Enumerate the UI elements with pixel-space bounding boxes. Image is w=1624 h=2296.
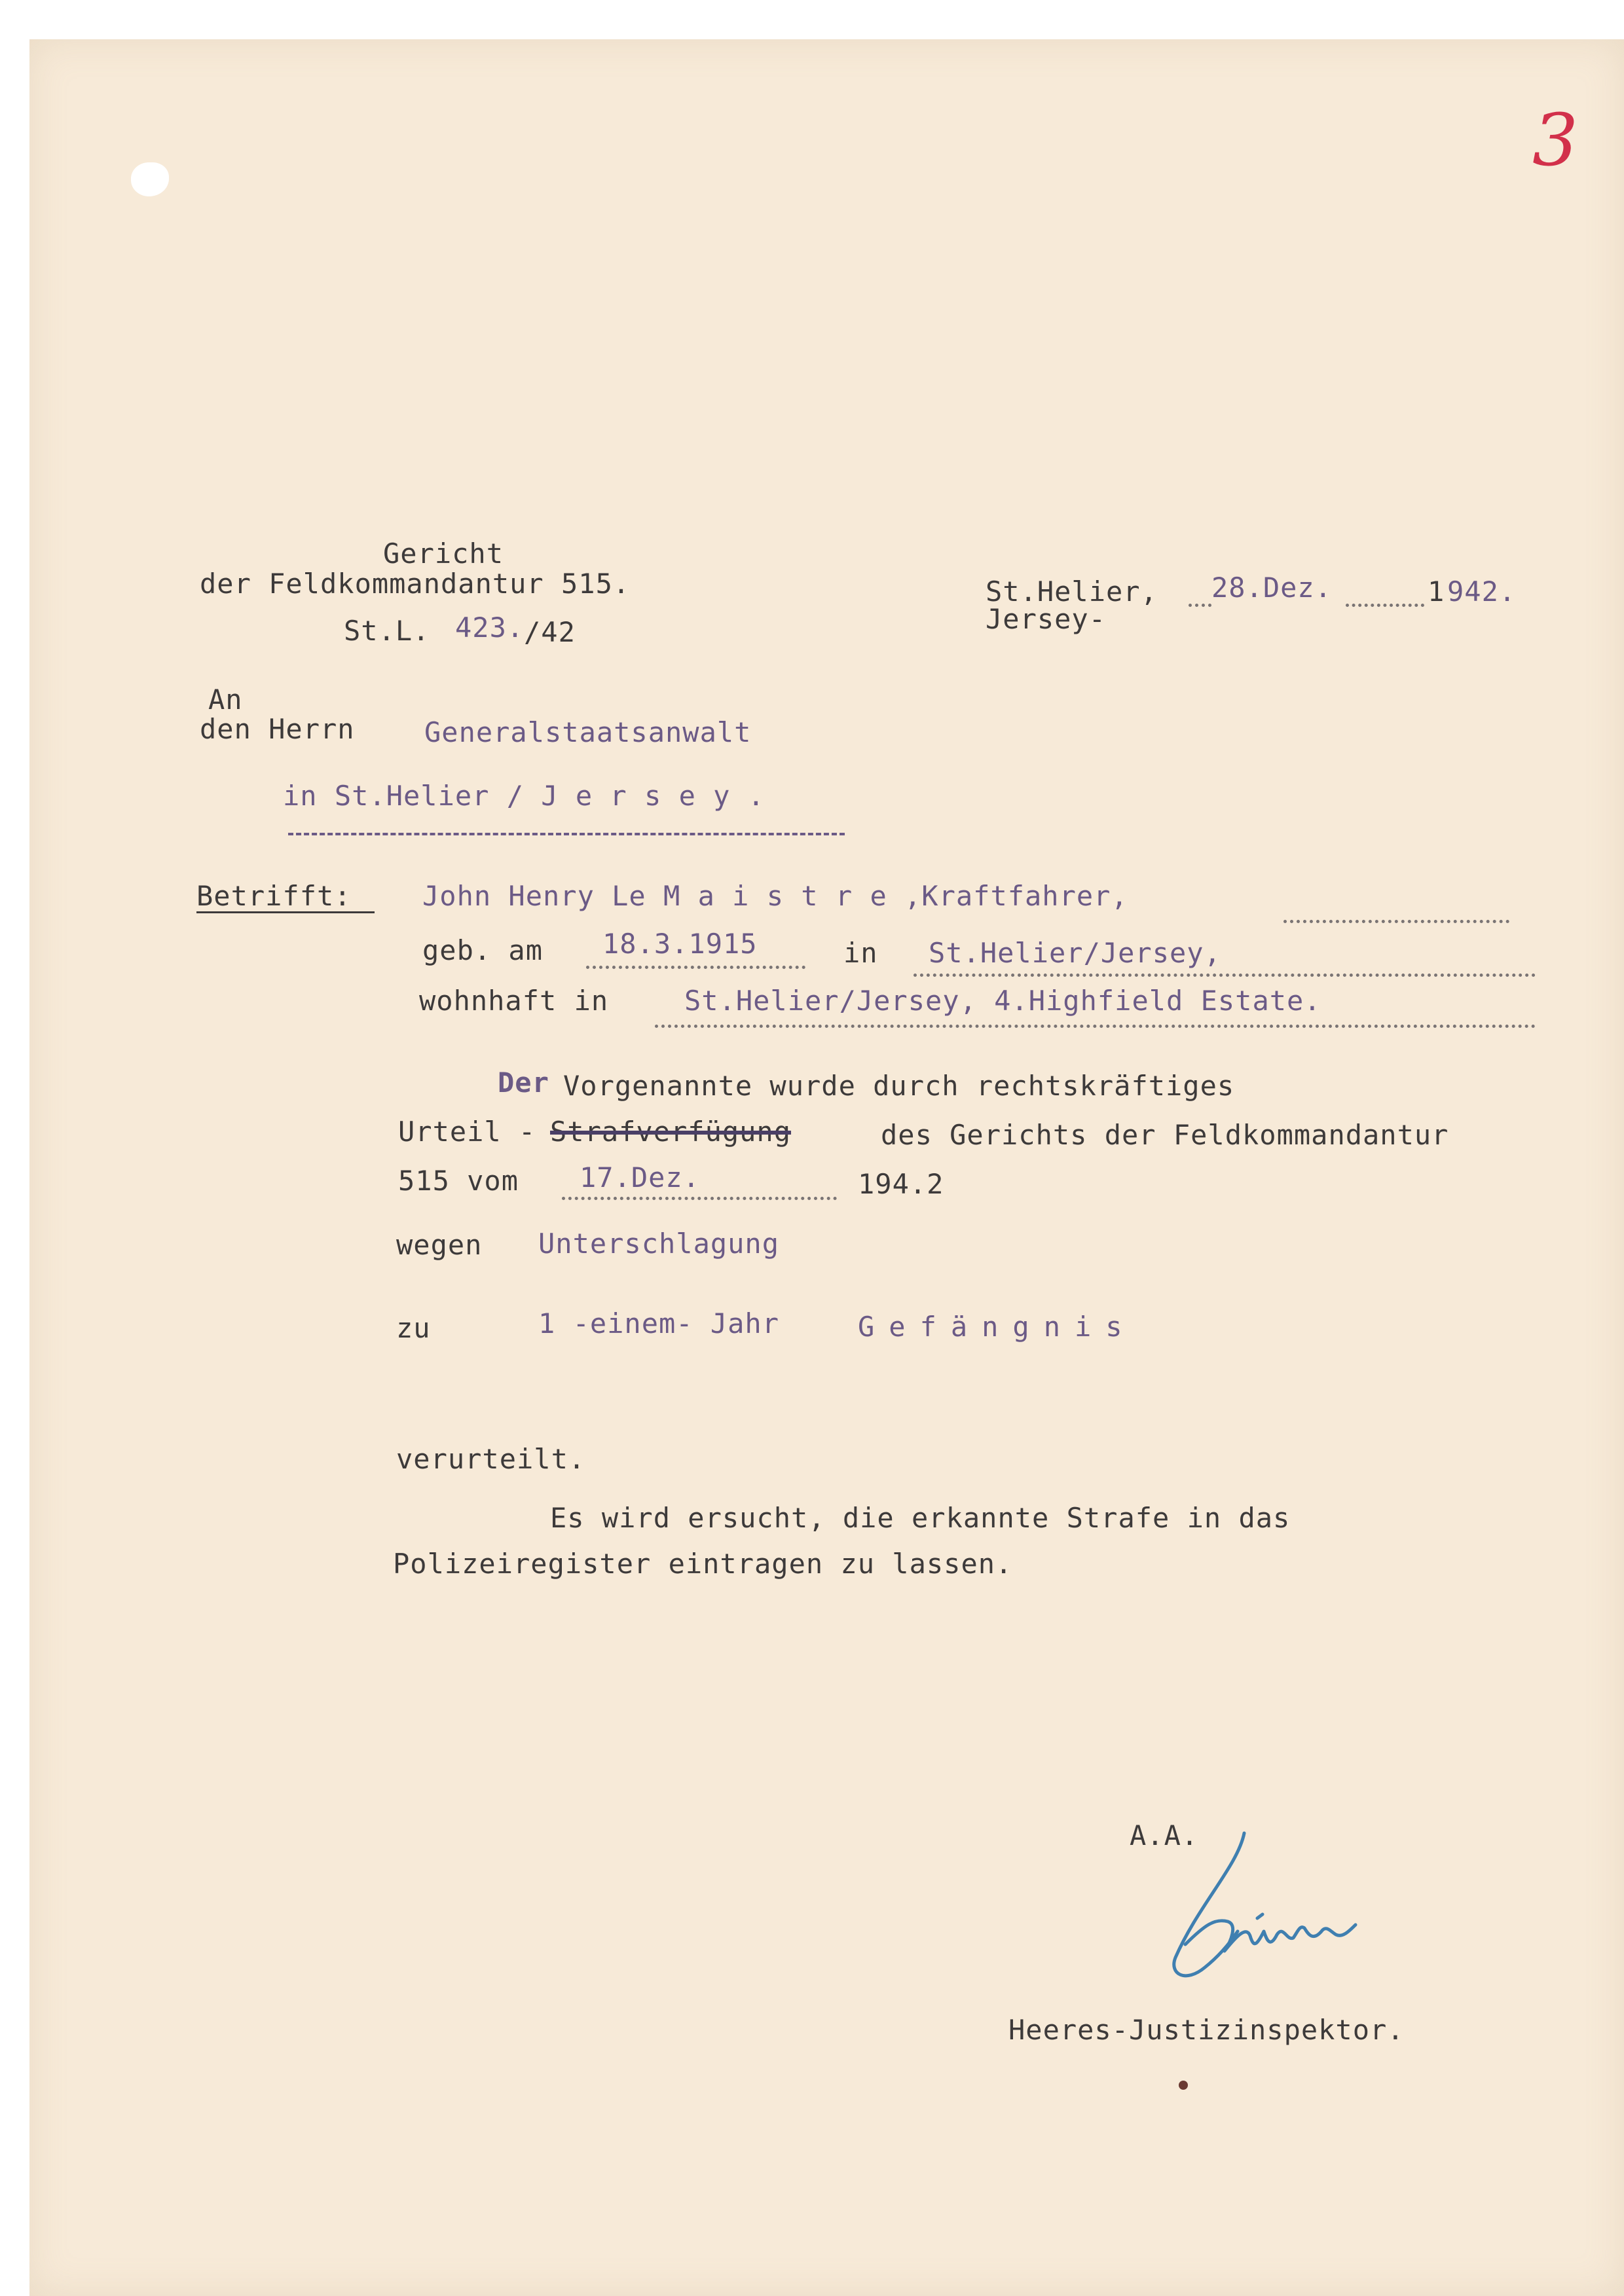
body-515: 515 vom — [398, 1165, 519, 1197]
wegen-label: wegen — [396, 1229, 483, 1261]
page-number: 3 — [1532, 98, 1578, 182]
date-dots-2 — [1346, 604, 1424, 607]
birth-in-label: in — [843, 937, 878, 969]
date-year-prefix: 1 — [1428, 575, 1445, 608]
subject-name: John Henry Le M a i s t r e ,Kraftfahrer, — [422, 880, 1128, 912]
address-underline — [288, 833, 845, 835]
letter-paper — [29, 39, 1624, 2296]
birth-label: geb. am — [422, 934, 544, 966]
handwritten-signature — [1159, 1827, 1375, 1997]
birth-place-dots — [913, 974, 1536, 977]
residence-label: wohnhaft in — [419, 985, 609, 1017]
birth-date: 18.3.1915 — [602, 928, 758, 960]
recipient-location: in St.Helier / J e r s e y . — [283, 780, 766, 812]
aa-label: A.A. — [1130, 1819, 1199, 1851]
recipient: Generalstaatsanwalt — [424, 716, 752, 748]
offence: Unterschlagung — [538, 1228, 780, 1260]
subject-label-underline — [196, 911, 375, 913]
reference-number: 423. — [455, 611, 525, 644]
reference-prefix: St.L. — [344, 615, 430, 647]
body-urteil: Urteil - — [398, 1116, 536, 1148]
judgment-year: 194.2 — [858, 1168, 944, 1200]
address-an: An — [208, 683, 243, 716]
body-line2: des Gerichts der Feldkommandantur — [881, 1119, 1449, 1151]
judgment-date-dots — [562, 1197, 837, 1200]
signatory-title: Heeres-Justizinspektor. — [1008, 2014, 1405, 2046]
date-dots-1 — [1189, 604, 1211, 607]
court-line1: Gericht — [383, 538, 504, 570]
place-line2: Jersey- — [986, 603, 1107, 635]
place-line: St.Helier, — [986, 575, 1158, 608]
court-line2: der Feldkommandantur 515. — [200, 568, 631, 600]
residence-dots — [655, 1025, 1536, 1028]
reference-suffix: /42 — [524, 616, 576, 648]
address-herrn: den Herrn — [200, 713, 355, 745]
residence: St.Helier/Jersey, 4.Highfield Estate. — [684, 985, 1321, 1017]
zu-label: zu — [396, 1312, 431, 1344]
body-der: Der — [498, 1066, 549, 1099]
request-line2: Polizeiregister eintragen zu lassen. — [393, 1548, 1013, 1580]
subject-label: Betrifft: — [196, 880, 352, 912]
verurteilt: verurteilt. — [396, 1443, 586, 1475]
birth-date-dots — [586, 966, 805, 969]
date-year: 942. — [1447, 575, 1517, 608]
name-dots — [1283, 920, 1509, 923]
birth-place: St.Helier/Jersey, — [929, 937, 1221, 969]
request-line1: Es wird ersucht, die erkannte Strafe in das — [550, 1502, 1291, 1534]
struck-text: Strafverfügung — [550, 1116, 792, 1148]
sentence-type: Gefängnis — [858, 1311, 1137, 1343]
date-day: 28.Dez. — [1211, 572, 1333, 604]
judgment-date: 17.Dez. — [580, 1161, 701, 1194]
body-line1: Vorgenannte wurde durch rechtskräftiges — [563, 1070, 1235, 1102]
sentence: 1 -einem- Jahr — [538, 1307, 780, 1339]
ink-dot — [1179, 2081, 1188, 2090]
